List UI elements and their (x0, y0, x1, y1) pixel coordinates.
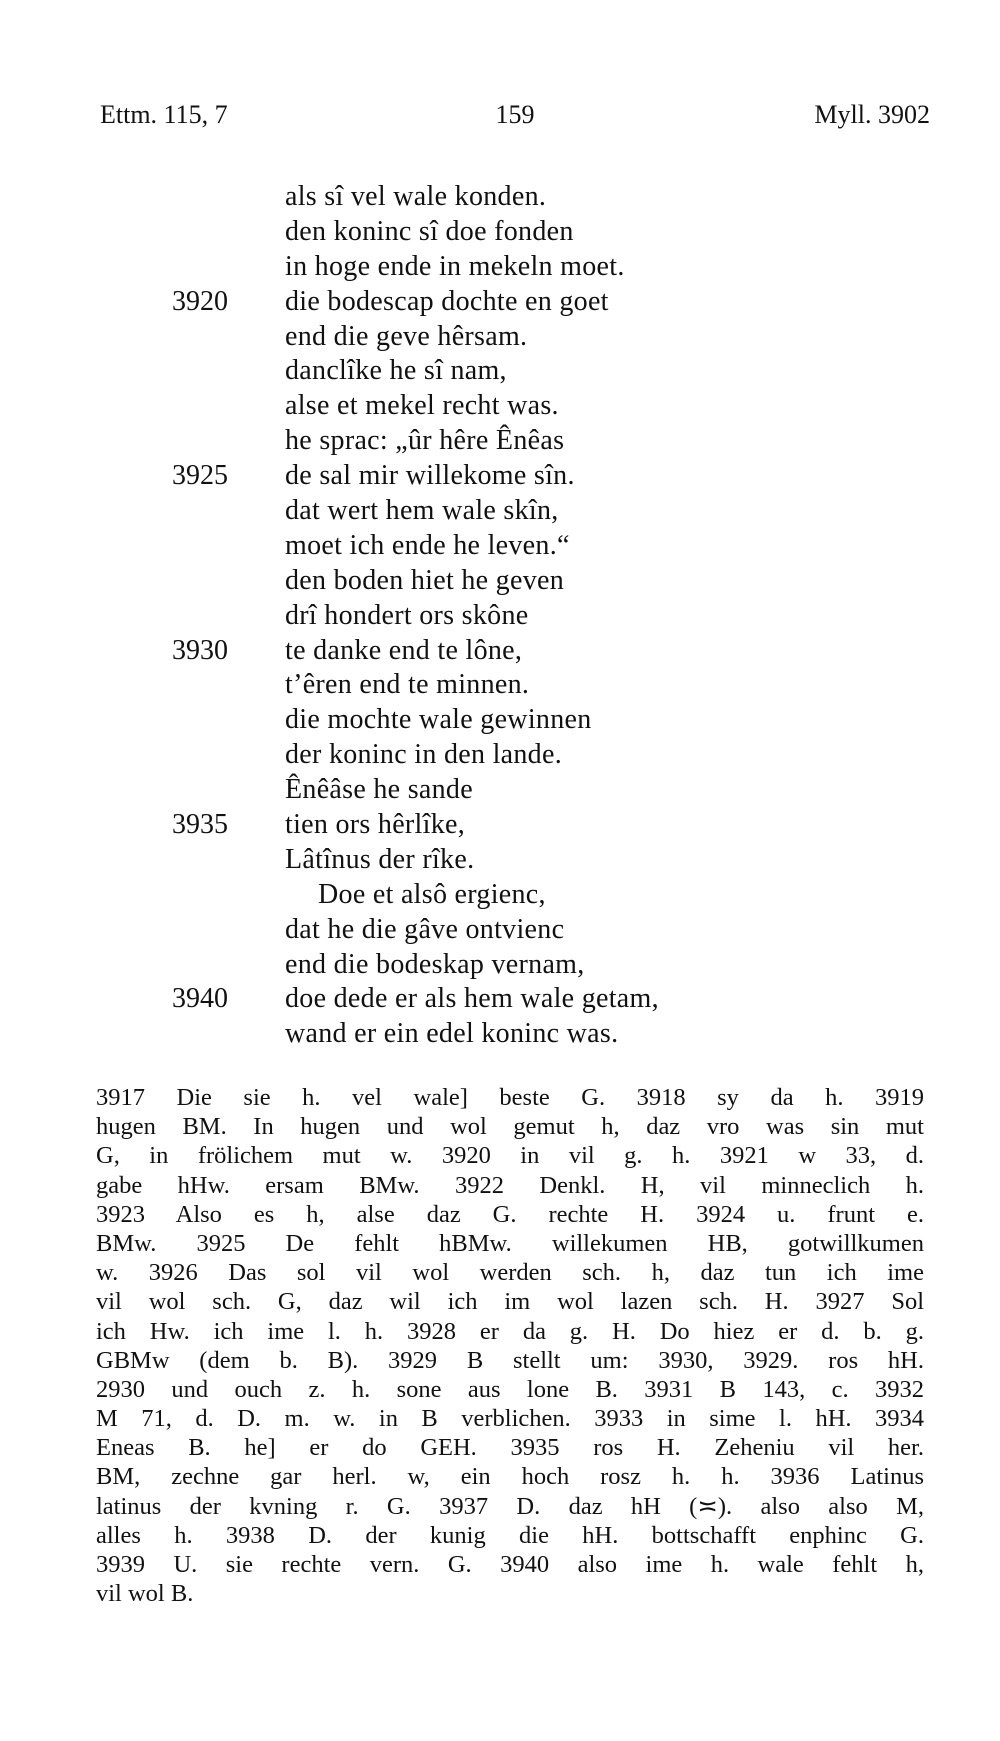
verse-text: doe dede er als hem wale getam, (285, 983, 659, 1015)
apparatus-line: vil wol B. (96, 1580, 194, 1608)
apparatus-line: BM, zechne gar herl. w, ein hoch rosz h. h. 3936 Latinus (96, 1463, 924, 1491)
verse-text: Lâtînus der rîke. (285, 843, 475, 875)
header-left-reference: Ettm. 115, 7 (100, 100, 228, 129)
apparatus-line: ich Hw. ich ime l. h. 3928 er da g. H. Do hiez er d. b. g. (96, 1317, 924, 1345)
verse-text: te danke end te lône, (285, 634, 523, 666)
running-header (100, 100, 930, 140)
apparatus-line: vil wol sch. G, daz wil ich im wol lazen sch. H. 3927 Sol (96, 1288, 924, 1316)
verse-line (0, 948, 1000, 983)
apparatus-line: 2930 und ouch z. h. sone aus lone B. 3931 B 143, c. 3932 (96, 1375, 924, 1403)
verse-text: dat wert hem wale skîn, (285, 495, 559, 527)
critical-apparatus (96, 1083, 924, 1608)
apparatus-line: hugen BM. In hugen und wol gemut h, daz vro was sin mut (96, 1113, 924, 1141)
verse-line (0, 599, 1000, 634)
verse-line (0, 494, 1000, 529)
verse-text: der koninc in den lande. (285, 739, 563, 771)
verse-line (0, 285, 1000, 320)
apparatus-line: GBMw (dem b. B). 3929 B stellt um: 3930, 3929. ros hH. (96, 1346, 924, 1374)
verse-line (0, 459, 1000, 494)
verse-text: Doe et alsô ergienc, (318, 878, 546, 910)
verse-number: 3935 (172, 809, 228, 841)
verse-number: 3940 (172, 983, 228, 1015)
verse-line (0, 1017, 1000, 1052)
verse-text: drî hondert ors skône (285, 599, 529, 631)
page-number: 159 (495, 100, 535, 129)
verse-line (0, 668, 1000, 703)
verse-block (0, 180, 1000, 1052)
apparatus-line: gabe hHw. ersam BMw. 3922 Denkl. H, vil minneclich h. (96, 1171, 924, 1199)
verse-text: tien ors hêrlîke, (285, 809, 466, 841)
verse-line (0, 215, 1000, 250)
verse-text: moet ich ende he leven.“ (285, 529, 570, 561)
verse-line (0, 738, 1000, 773)
verse-line (0, 773, 1000, 808)
verse-line (0, 808, 1000, 843)
verse-text: danclîke he sî nam, (285, 355, 507, 387)
verse-line (0, 703, 1000, 738)
verse-number: 3920 (172, 285, 228, 317)
verse-line (0, 913, 1000, 948)
apparatus-line: G, in frölichem mut w. 3920 in vil g. h. 3921 w 33, d. (96, 1142, 924, 1170)
verse-text: die mochte wale gewinnen (285, 704, 592, 736)
apparatus-line: BMw. 3925 De fehlt hBMw. willekumen HB, gotwillkumen (96, 1229, 924, 1257)
apparatus-line: 3917 Die sie h. vel wale] beste G. 3918 sy da h. 3919 (96, 1084, 924, 1111)
verse-text: end die geve hêrsam. (285, 320, 528, 352)
verse-line (0, 180, 1000, 215)
verse-text: end die bodeskap vernam, (285, 948, 585, 980)
verse-text: wand er ein edel koninc was. (285, 1018, 619, 1050)
verse-text: Ênêâse he sande (285, 774, 473, 806)
verse-line (0, 424, 1000, 459)
verse-text: in hoge ende in mekeln moet. (285, 250, 625, 282)
verse-text: den koninc sî doe fonden (285, 215, 574, 247)
header-right-reference: Myll. 3902 (814, 100, 930, 129)
verse-text: alse et mekel recht was. (285, 390, 559, 422)
verse-text: he sprac: „ûr hêre Ênêas (285, 425, 565, 457)
apparatus-line: 3923 Also es h, alse daz G. rechte H. 3924 u. frunt e. (96, 1200, 924, 1228)
verse-number: 3930 (172, 634, 228, 666)
verse-text: den boden hiet he geven (285, 564, 565, 596)
verse-text: als sî vel wale konden. (285, 181, 547, 212)
apparatus-line: alles h. 3938 D. der kunig die hH. bottschafft enphinc G. (96, 1521, 924, 1549)
apparatus-line: M 71, d. D. m. w. in B verblichen. 3933 in sime l. hH. 3934 (96, 1405, 924, 1433)
verse-line (0, 250, 1000, 285)
apparatus-line: Eneas B. he] er do GEH. 3935 ros H. Zeheniu vil her. (96, 1434, 924, 1462)
verse-line (0, 389, 1000, 424)
verse-text: de sal mir willekome sîn. (285, 460, 575, 492)
verse-line (0, 982, 1000, 1017)
verse-line (0, 354, 1000, 389)
verse-line (0, 878, 1000, 913)
verse-text: dat he die gâve ontvienc (285, 913, 565, 945)
verse-text: die bodescap dochte en goet (285, 285, 609, 317)
verse-line (0, 529, 1000, 564)
verse-line (0, 634, 1000, 669)
verse-line (0, 564, 1000, 599)
verse-text: t’êren end te minnen. (285, 669, 530, 701)
verse-line (0, 320, 1000, 355)
apparatus-line: w. 3926 Das sol vil wol werden sch. h, daz tun ich ime (96, 1259, 924, 1287)
verse-number: 3925 (172, 460, 228, 492)
apparatus-line: latinus der kvning r. G. 3937 D. daz hH (≍). also also M, (96, 1492, 924, 1520)
apparatus-line: 3939 U. sie rechte vern. G. 3940 also ime h. wale fehlt h, (96, 1551, 924, 1578)
verse-line (0, 843, 1000, 878)
